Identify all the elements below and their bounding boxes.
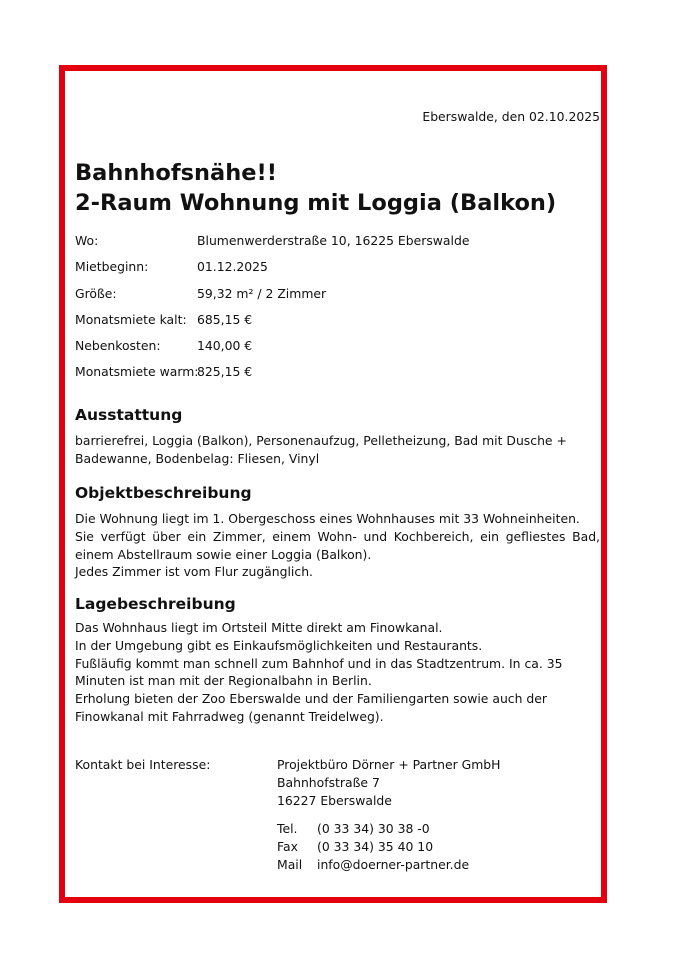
text-line: Badewanne, Bodenbelag: Fliesen, Vinyl (75, 450, 320, 466)
ausstattung-text (75, 432, 600, 468)
contact-company: Projektbüro Dörner + Partner GmbH (277, 757, 501, 772)
text-line: Sie verfügt über ein Zimmer, einem Wohn- und Kochbereich, ein gefliestes Bad, einem Abstellraum sowie einer Loggia (Balkon). (75, 528, 600, 562)
mail-label: Mail (277, 856, 303, 872)
text-line: Das Wohnhaus liegt im Ortsteil Mitte direkt am Finowkanal. (75, 620, 443, 635)
contact-street: Bahnhofstraße 7 (277, 774, 380, 790)
fact-label: Mietbeginn: (75, 259, 149, 275)
ausstattung-heading: Ausstattung (75, 406, 183, 424)
objekt-heading: Objektbeschreibung (75, 484, 252, 502)
objekt-text (75, 510, 600, 581)
fact-value: 825,15 € (197, 364, 253, 380)
date-line: Eberswalde, den 02.10.2025 (422, 109, 600, 124)
title-line-2: 2-Raum Wohnung mit Loggia (Balkon) (75, 190, 557, 216)
fact-label: Größe: (75, 285, 117, 301)
fact-value: Blumenwerderstraße 10, 16225 Eberswalde (197, 233, 470, 248)
contact-label: Kontakt bei Interesse: (75, 757, 211, 772)
fact-value: 01.12.2025 (197, 259, 268, 275)
text-line: barrierefrei, Loggia (Balkon), Personenaufzug, Pelletheizung, Bad mit Dusche + (75, 433, 567, 448)
contact-address (277, 756, 500, 809)
listing-title (75, 158, 556, 218)
fact-label: Nebenkosten: (75, 338, 161, 354)
text-line: Erholung bieten der Zoo Eberswalde und der Familiengarten sowie auch der Finowkanal mit Fahrradweg (genannt Treidelweg). (75, 691, 547, 724)
fax-number: (0 33 34) 35 40 10 (317, 838, 434, 854)
fact-label: Monatsmiete kalt: (75, 311, 187, 327)
phone-number[interactable]: (0 33 34) 30 38 -0 (317, 821, 430, 836)
lage-text (75, 619, 600, 726)
text-line: Die Wohnung liegt im 1. Obergeschoss eines Wohnhauses mit 33 Wohneinheiten. (75, 511, 580, 526)
fact-label: Monatsmiete warm: (75, 364, 199, 380)
fact-value: 140,00 € (197, 338, 253, 354)
text-line: Fußläufig kommt man schnell zum Bahnhof und in das Stadtzentrum. In ca. 35 Minuten ist man mit der Regionalbahn in Berlin. (75, 655, 563, 689)
fax-label: Fax (277, 838, 298, 854)
contact-city: 16227 Eberswalde (277, 792, 392, 808)
text-line: In der Umgebung gibt es Einkaufsmöglichkeiten und Restaurants. (75, 637, 483, 653)
fact-value: 685,15 € (197, 311, 253, 327)
fact-value: 59,32 m² / 2 Zimmer (197, 285, 327, 301)
phone-label: Tel. (277, 821, 298, 836)
lage-heading: Lagebeschreibung (75, 595, 236, 613)
text-line: Jedes Zimmer ist vom Flur zugänglich. (75, 564, 313, 580)
fact-label: Wo: (75, 233, 99, 248)
mail-address-link[interactable]: info@doerner-partner.de (317, 856, 470, 872)
title-line-1: Bahnhofsnähe!! (75, 160, 278, 186)
